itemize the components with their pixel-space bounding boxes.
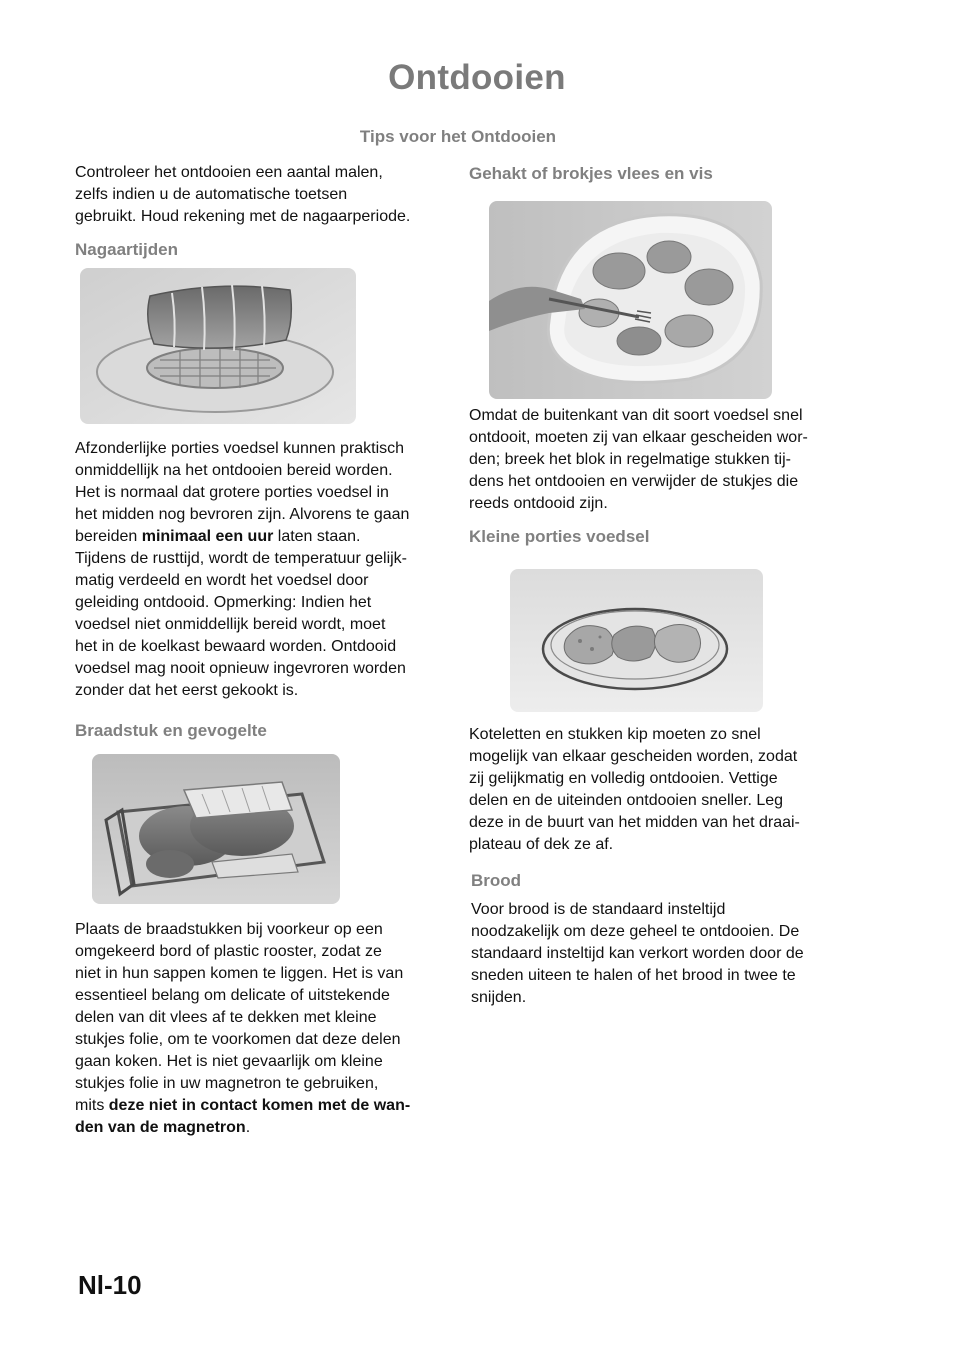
kleine-porties-paragraph (469, 724, 800, 856)
text-line: delen en de uiteinden ontdooien sneller. Leg (469, 792, 784, 809)
text-line: Afzonderlijke porties voedsel kunnen praktisch (75, 440, 405, 457)
text-line: dens het ontdooien en verwijder de stukjes die (469, 473, 799, 490)
chicken-pieces-in-oval-dish-photo (510, 569, 763, 712)
text-line: het midden nog bevroren zijn. Alvorens te gaan (75, 506, 410, 523)
text-line: essentieel belang om delicate of uitstekende (75, 987, 390, 1004)
text-line: Voor brood is de standaard insteltijd (471, 901, 726, 918)
heading-brood: Brood (471, 871, 522, 890)
emphasis-text: deze niet in contact komen met de wan- (108, 1097, 411, 1114)
text-line: zonder dat het eerst gekookt is. (75, 682, 299, 699)
text-line: matig verdeeld en wordt het voedsel door (75, 572, 369, 589)
text-line: niet in hun sappen komen te liggen. Het is van (75, 965, 404, 982)
text-line: Koteletten en stukken kip moeten zo snel (469, 726, 761, 743)
text-line: stukjes folie in uw magnetron te gebruiken, (75, 1075, 379, 1092)
text-line: Controleer het ontdooien een aantal malen, (75, 164, 383, 181)
text-segment: bereiden (75, 528, 142, 545)
heading-braadstuk: Braadstuk en gevogelte (75, 721, 267, 740)
text-line: geleiding ontdooid. Opmerking: Indien het (75, 594, 372, 611)
emphasis-text: minimaal een uur (141, 528, 274, 545)
section-subtitle: Tips voor het Ontdooien (359, 127, 557, 146)
intro-paragraph (75, 162, 410, 228)
text-line: zij gelijkmatig en volledig ontdooien. Vettige (469, 770, 778, 787)
text-line: Tijdens de rusttijd, wordt de temperatuur gelijk- (75, 550, 407, 567)
text-line: zelfs indien u de automatische toetsen (75, 186, 348, 203)
text-line (75, 1095, 410, 1117)
text-line: sneden uiteen te halen of het brood in twee te (471, 967, 796, 984)
text-line: delen van dit vlees af te dekken met kleine (75, 1009, 377, 1026)
heading-kleine-porties: Kleine porties voedsel (469, 527, 650, 546)
gehakt-paragraph (469, 405, 808, 515)
page-number: Nl-10 (78, 1270, 142, 1300)
text-line: omgekeerd bord of plastic rooster, zodat ze (75, 943, 382, 960)
text-line: snijden. (471, 989, 527, 1006)
text-line: den; breek het blok in regelmatige stukken tij- (469, 451, 791, 468)
text-line: Omdat de buitenkant van dit soort voedsel snel (469, 407, 803, 424)
nagaartijden-paragraph (75, 438, 409, 702)
text-line: stukjes folie, om te voorkomen dat deze delen (75, 1031, 401, 1048)
text-line: ontdooit, moeten zij van elkaar gescheiden wor- (469, 429, 808, 446)
heading-gehakt: Gehakt of brokjes vlees en vis (469, 164, 713, 183)
text-line: Het is normaal dat grotere porties voedsel in (75, 484, 389, 501)
heading-nagaartijden: Nagaartijden (75, 240, 178, 259)
text-segment: . (245, 1119, 251, 1136)
text-line: Plaats de braadstukken bij voorkeur op een (75, 921, 383, 938)
text-line: voedsel mag nooit opnieuw ingevroren worden (75, 660, 406, 677)
text-line: noodzakelijk om deze geheel te ontdooien. De (471, 923, 800, 940)
text-line: plateau of dek ze af. (469, 836, 614, 853)
text-line: mogelijk van elkaar gescheiden worden, zodat (469, 748, 798, 765)
fork-separating-pieces-photo (489, 201, 772, 399)
text-line: gebruikt. Houd rekening met de nagaarperiode. (75, 208, 411, 225)
text-line (75, 1117, 410, 1139)
text-line: deze in de buurt van het midden van het draai- (469, 814, 800, 831)
text-line: onmiddellijk na het ontdooien bereid worden. (75, 462, 393, 479)
poultry-in-dish-photo (92, 754, 340, 904)
emphasis-text: den van de magnetron (75, 1119, 246, 1136)
text-segment: laten staan. (273, 528, 361, 545)
brood-paragraph (471, 899, 804, 1009)
page-title: Ontdooien (388, 58, 566, 97)
text-line: voedsel niet onmiddellijk bereid wordt, moet (75, 616, 386, 633)
text-segment: mits (75, 1097, 109, 1114)
text-line: het in de koelkast bewaard worden. Ontdooid (75, 638, 397, 655)
text-line (75, 526, 409, 548)
roast-on-rack-photo (80, 268, 356, 424)
braadstuk-paragraph (75, 919, 410, 1139)
text-line: gaan koken. Het is niet gevaarlijk om kleine (75, 1053, 383, 1070)
text-line: standaard insteltijd kan verkort worden door de (471, 945, 804, 962)
text-line: reeds ontdooid zijn. (469, 495, 608, 512)
